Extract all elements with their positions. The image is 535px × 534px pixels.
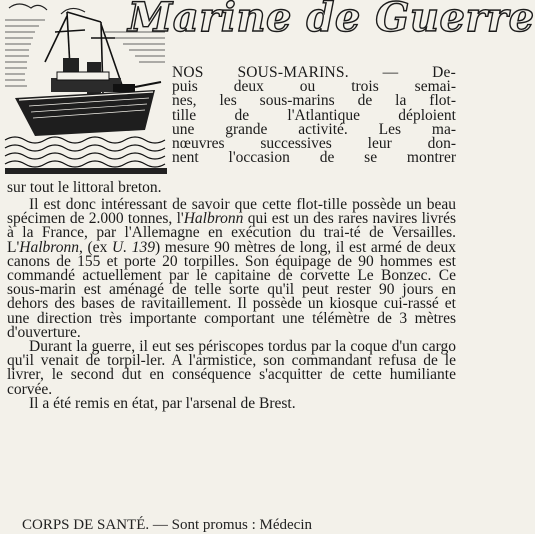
intro-line: nœuvres successives leur don-: [172, 135, 456, 153]
intro-line: nes, les sous-marins de la flot-: [172, 92, 456, 110]
intro-line: NOS SOUS-MARINS. — De-: [172, 64, 456, 81]
ship-name: Halbronn: [19, 238, 79, 256]
intro-line: tille de l'Atlantique déploient: [172, 106, 456, 124]
intro-line: puis deux ou trois semai-: [172, 78, 456, 96]
paragraph-halbronn: Il est donc intéressant de savoir que cette flot-tille possède un beau spécimen de 2.000 tonnes, l'Halbronn qui est un des rares navires livrés à la France, par l'Allemagne en exécution du trai-té de Versailles. L'Halbronn, (ex U. 139) mesure 90 mètres de long, il est armé de deux canons de 155 et porte 20 torpilles. Son équipage de 90 hommes est commandé actuellement par le capitaine de corvette Le Bonzec. Ce sous-marin est aménagé de telle sorte qu'il peut rester 90 jours en dehors des bases de ravitaillement. Il possède un kiosque cui-rassé et une direction très importante comportant une télémètre de 3 mètres d'ouverture.: [7, 196, 457, 341]
intro-line: une grande activité. Les ma-: [172, 120, 456, 138]
paragraph-war: Durant la guerre, il eut ses périscopes tordus par la coque d'un cargo qu'il venait de torpil-ler. A l'armistice, son commandant refusa de le livrer, le second dut en conséquence s'acquitter de cette humiliante corvée.: [7, 338, 456, 398]
intro-paragraph: [172, 66, 456, 165]
section-title: Marine de Guerre: [128, 0, 535, 41]
intro-line: nent l'occasion de se montrer: [172, 149, 456, 167]
ship-name: Halbronn: [183, 210, 244, 228]
paragraph-repair: Il a été remis en état, par l'arsenal de Brest.: [29, 394, 296, 412]
ship-designation: U. 139: [111, 238, 155, 256]
intro-last-line: sur tout le littoral breton.: [7, 179, 162, 196]
next-section-heading: CORPS DE SANTÉ. — Sont promus : Médecin: [22, 517, 313, 533]
article-body: [7, 198, 456, 411]
